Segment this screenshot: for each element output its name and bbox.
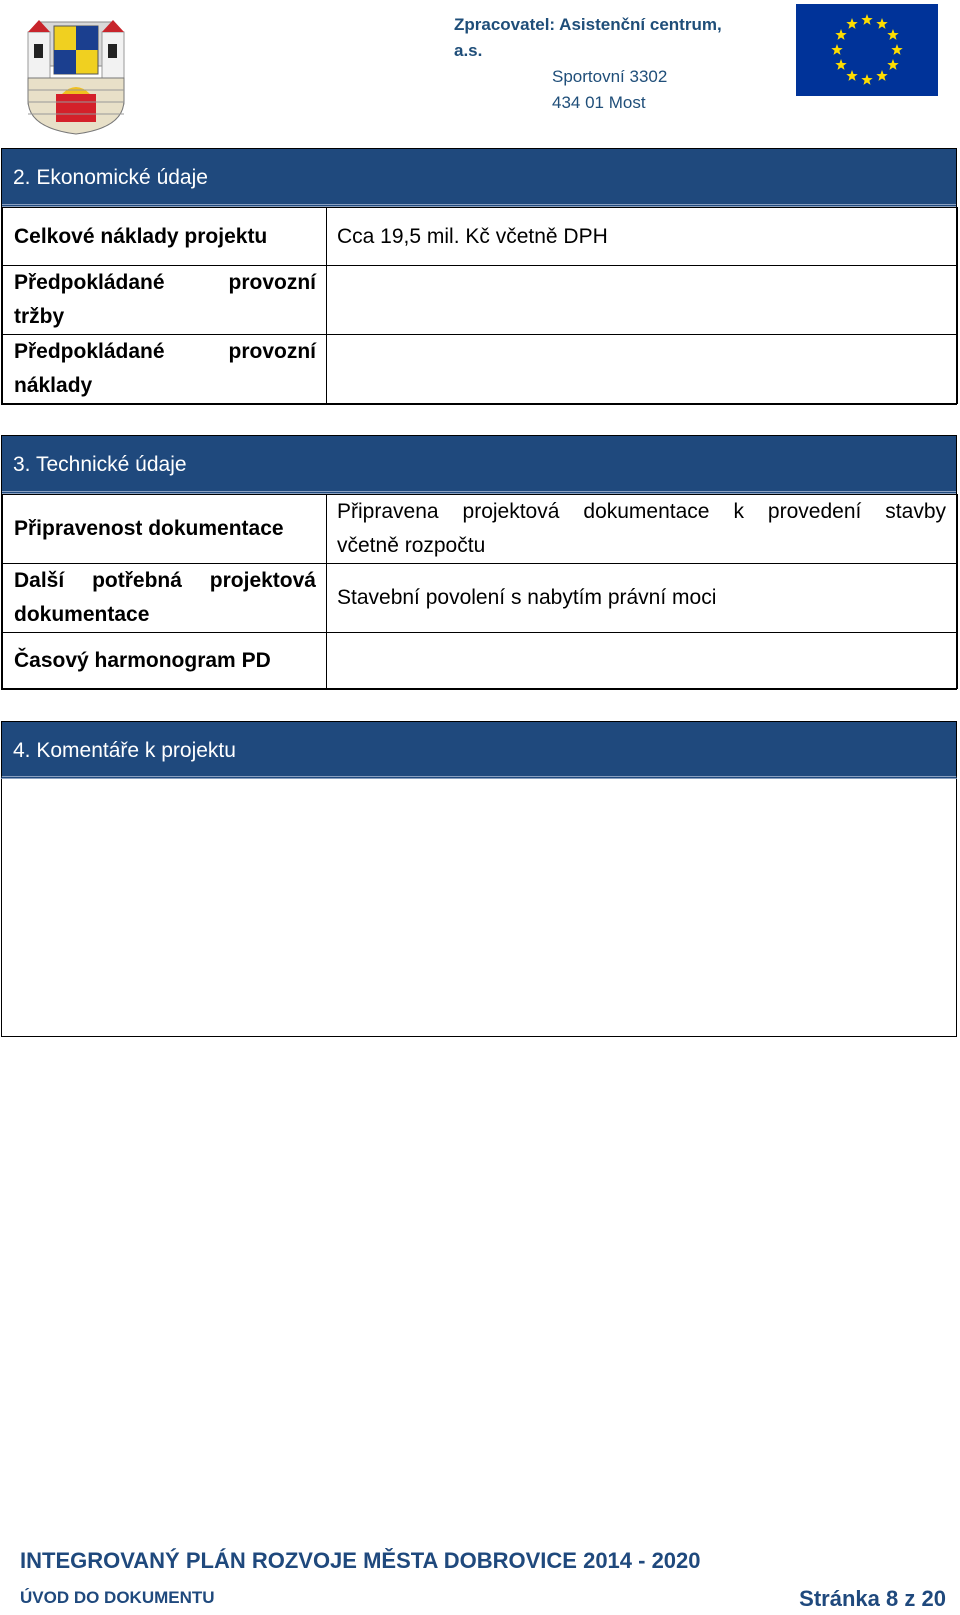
table-row xyxy=(3,564,958,633)
operating-costs-value xyxy=(327,335,958,404)
further-documentation-value: Stavební povolení s nabytím právní moci xyxy=(327,564,958,633)
further-documentation-label: Další potřebná projektová dokumentace xyxy=(3,564,327,633)
documentation-readiness-label: Připravenost dokumentace xyxy=(3,495,327,564)
eu-flag-icon xyxy=(796,4,938,96)
table-row xyxy=(3,335,958,404)
table-row xyxy=(3,633,958,689)
town-coat-of-arms-icon xyxy=(26,18,126,136)
comments-section xyxy=(1,721,957,1037)
operating-costs-label: Předpokládané provozní náklady xyxy=(3,335,327,404)
processor-info xyxy=(454,12,754,116)
table-row xyxy=(3,208,958,266)
schedule-label: Časový harmonogram PD xyxy=(3,633,327,689)
comments-box xyxy=(1,779,957,1037)
technical-section xyxy=(1,435,957,690)
footer-subtitle: ÚVOD DO DOKUMENTU xyxy=(20,1588,215,1607)
table-row xyxy=(3,266,958,335)
total-costs-label: Celkové náklady projektu xyxy=(3,208,327,266)
processor-name: Zpracovatel: Asistenční centrum, a.s. xyxy=(454,15,722,60)
economic-heading: 2. Ekonomické údaje xyxy=(2,149,956,207)
comments-heading: 4. Komentáře k projektu xyxy=(1,721,957,779)
economic-table xyxy=(2,207,958,404)
page-number: Stránka 8 z 20 xyxy=(799,1586,946,1611)
processor-street: Sportovní 3302 xyxy=(552,67,668,86)
processor-city: 434 01 Most xyxy=(552,93,646,112)
schedule-value xyxy=(327,633,958,689)
technical-table xyxy=(2,494,958,689)
technical-heading: 3. Technické údaje xyxy=(2,436,956,494)
economic-section xyxy=(1,148,957,405)
table-row xyxy=(3,495,958,564)
operating-revenue-value xyxy=(327,266,958,335)
documentation-readiness-value: Připravena projektová dokumentace k provedení stavby včetně rozpočtu xyxy=(327,495,958,564)
total-costs-value: Cca 19,5 mil. Kč včetně DPH xyxy=(327,208,958,266)
operating-revenue-label: Předpokládané provozní tržby xyxy=(3,266,327,335)
footer-title: INTEGROVANÝ PLÁN ROZVOJE MĚSTA DOBROVICE 2014 - 2020 xyxy=(20,1548,701,1573)
